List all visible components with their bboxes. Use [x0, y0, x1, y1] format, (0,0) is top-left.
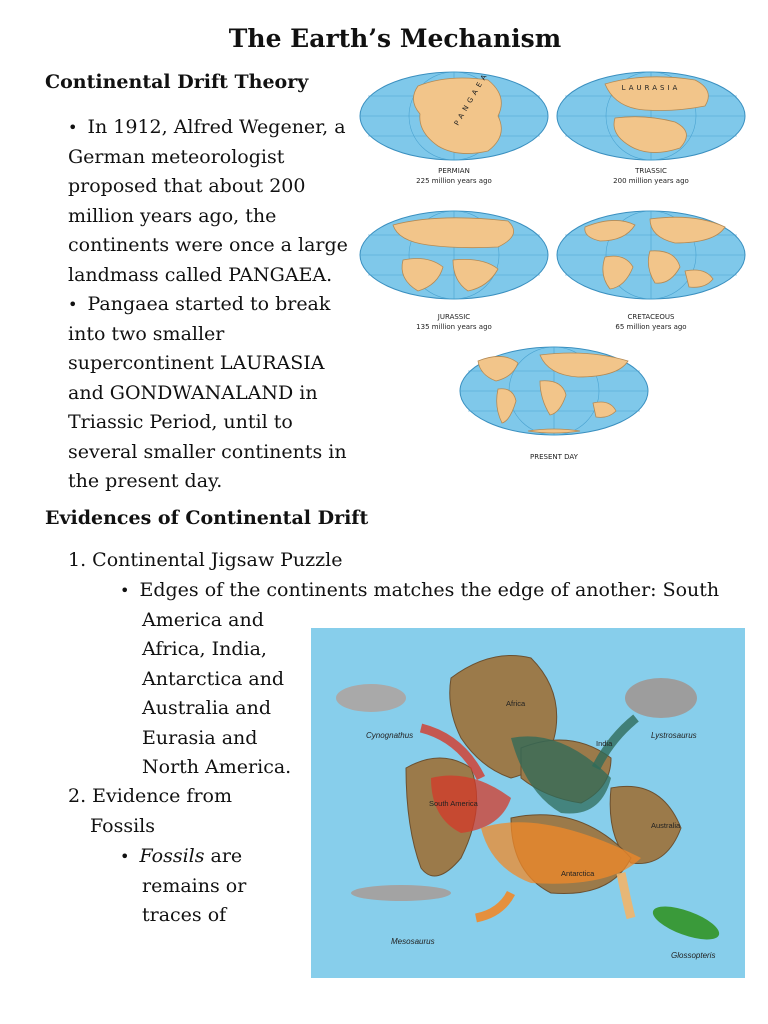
text-line: landmass called PANGAEA. [68, 263, 333, 286]
map-era: CRETACEOUS [627, 313, 675, 321]
cynognathus-figure [336, 684, 406, 712]
page-title: The Earth’s Mechanism [228, 24, 562, 53]
evidence-item-jigsaw: 1. Continental Jigsaw Puzzle [68, 549, 343, 571]
text-line: Africa, India, [142, 638, 267, 660]
map-overlay-label: PANGAEA [452, 69, 491, 127]
label-antarctica: Antarctica [561, 869, 595, 878]
text-line: traces of [142, 904, 227, 926]
map-era: PRESENT DAY [530, 453, 578, 461]
text-line: North America. [142, 756, 292, 778]
text-line: into two smaller [68, 322, 225, 345]
map-present-day [458, 343, 650, 465]
evidence-item-fossils [68, 782, 232, 841]
map-permian [358, 66, 550, 194]
bullet-wegener [68, 113, 348, 497]
bullet-marker: • [120, 847, 130, 866]
map-era: PERMIAN [438, 167, 470, 175]
text-line: Eurasia and [142, 726, 258, 749]
text-line: million years ago, the [68, 204, 277, 227]
text-line: Triassic Period, until to [68, 411, 293, 433]
text-line: are [204, 845, 243, 867]
mesosaurus-figure [351, 885, 451, 901]
text-line: the present day. [68, 470, 223, 492]
text-line: Fossils [90, 814, 155, 837]
lystrosaurus-figure [625, 678, 697, 718]
map-jurassic [358, 205, 550, 333]
text-line: several smaller continents in [68, 440, 347, 463]
map-age: 200 million years ago [613, 177, 689, 185]
label-africa: Africa [506, 699, 526, 708]
text-line: Antarctica and [142, 667, 285, 690]
map-age: 65 million years ago [615, 323, 687, 331]
text-line: German meteorologist [68, 145, 285, 168]
bullet-marker: • [120, 581, 130, 600]
label-india: India [596, 739, 613, 748]
text-line: Edges of the continents matches the edge of another: South [139, 579, 720, 601]
map-triassic [555, 66, 747, 194]
text-emphasis: Fossils [139, 845, 205, 867]
text-line: supercontinent LAURASIA [68, 352, 325, 374]
map-cretaceous [555, 205, 747, 333]
bullet-fossils [120, 842, 246, 931]
bullet-marker: • [68, 295, 78, 314]
fossil-distribution-figure [311, 628, 745, 978]
label-south-america: South America [429, 799, 478, 808]
label-lystrosaurus: Lystrosaurus [651, 731, 697, 740]
map-age: 225 million years ago [416, 177, 492, 185]
text-line: In 1912, Alfred Wegener, a [87, 116, 346, 138]
map-age: 135 million years ago [416, 323, 492, 331]
text-line: Pangaea started to break [87, 293, 331, 315]
section-heading-evidences: Evidences of Continental Drift [45, 507, 369, 529]
text-line: Australia and [142, 697, 272, 719]
text-line: America and [142, 608, 264, 631]
map-era: TRIASSIC [635, 167, 667, 175]
bullet-marker: • [68, 118, 78, 137]
label-australia: Australia [651, 821, 681, 830]
text-line: continents were once a large [68, 234, 348, 256]
label-glossopteris: Glossopteris [671, 951, 716, 960]
label-cynognathus: Cynognathus [366, 731, 414, 740]
text-line: and GONDWANALAND in [68, 381, 318, 404]
label-mesosaurus: Mesosaurus [391, 937, 435, 946]
text-line: proposed that about 200 [68, 175, 306, 197]
text-line: remains or [142, 874, 247, 897]
map-overlay-label: LAURASIA [621, 84, 681, 92]
text-line: 2. Evidence from [68, 785, 232, 807]
section-heading-continental-drift: Continental Drift Theory [45, 71, 309, 93]
map-era: JURASSIC [437, 313, 471, 321]
